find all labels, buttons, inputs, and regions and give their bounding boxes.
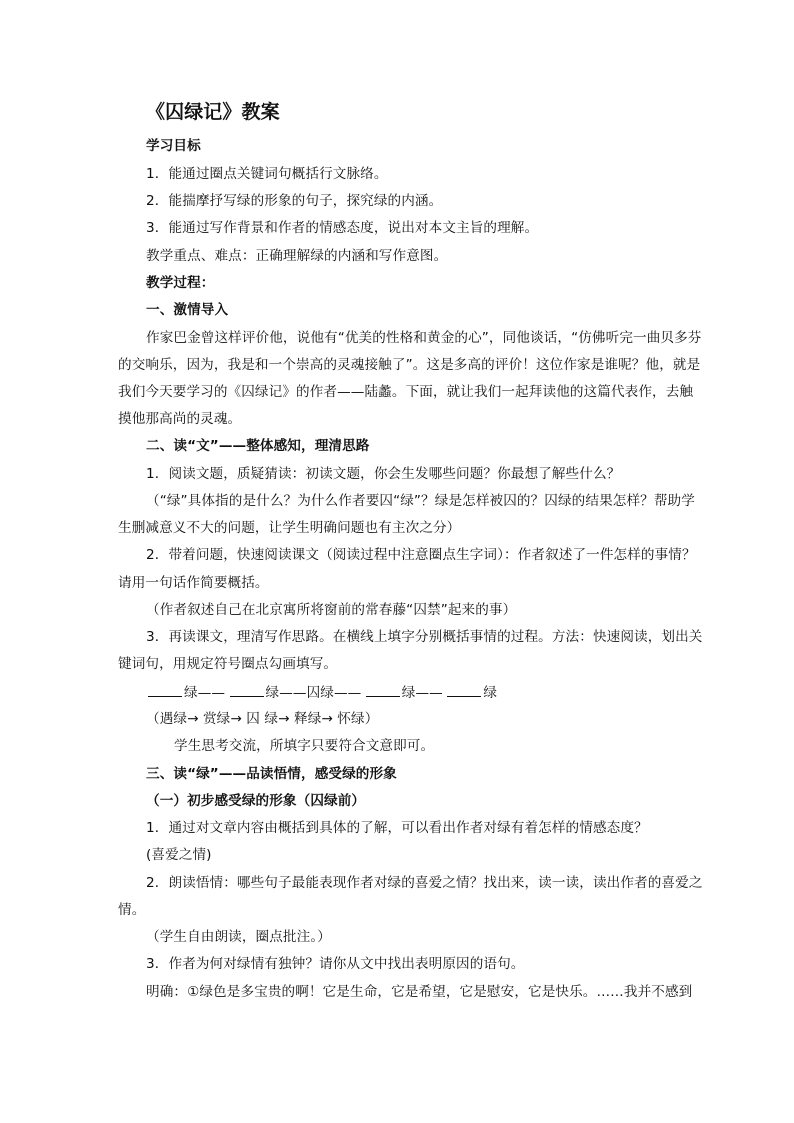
fill-word-2: 绿——囚绿—— <box>265 685 362 701</box>
section-2-note: 学生思考交流，所填字只要符合文意即可。 <box>174 738 435 754</box>
section-1-paragraph-line: 我们今天要学习的《囚绿记》的作者——陆蠡。下面，就让我们一起拜读他的这篇代表作，去触 <box>118 384 694 400</box>
section-3-answer-2: （学生自由朗读，圈点批注。） <box>146 929 331 945</box>
fill-in-blank-line <box>148 682 497 703</box>
section-3-question-1: 1．通过对文章内容由概括到具体的了解，可以看出作者对绿有着怎样的情感态度？ <box>146 820 648 836</box>
fill-word-4: 绿 <box>483 685 498 701</box>
blank-4[interactable] <box>447 682 481 697</box>
section-1-paragraph-line: 摸他那高尚的灵魂。 <box>118 411 242 427</box>
section-2-question-2-cont: 请用一句话作简要概括。 <box>118 575 269 591</box>
blank-2[interactable] <box>230 682 264 697</box>
goals-heading: 学习目标 <box>146 138 201 154</box>
section-3-question-2: 2．朗读悟情：哪些句子最能表现作者对绿的喜爱之情？找出来，读一读，读出作者的喜爱之 <box>146 875 703 891</box>
section-2-answer-1-cont: 生删减意义不大的问题，让学生明确问题也有主次之分） <box>118 520 461 536</box>
section-2-answer-2: （作者叙述自己在北京寓所将窗前的常春藤“囚禁”起来的事） <box>146 602 517 618</box>
section-1-paragraph-line: 的交响乐，因为，我是和一个崇高的灵魂接触了”。这是多高的评价！这位作家是谁呢？他，就是 <box>118 357 701 373</box>
section-2-question-3-cont: 键词句，用规定符号圈点勾画填写。 <box>118 656 338 672</box>
section-3-answer-1: (喜爱之情) <box>146 847 212 863</box>
fill-word-1: 绿—— <box>184 685 226 701</box>
section-1-heading: 一、激情导入 <box>146 302 229 318</box>
section-2-answer-1: （“绿”具体指的是什么？为什么作者要囚“绿”？绿是怎样被囚的？囚绿的结果怎样？帮助学 <box>146 493 695 509</box>
section-3-question-2-cont: 情。 <box>118 902 146 918</box>
section-3-question-3: 3．作者为何对绿情有独钟？请你从文中找出表明原因的语句。 <box>146 956 525 972</box>
section-3-heading: 三、读“绿”——品读悟情，感受绿的形象 <box>146 766 397 782</box>
goal-1: 1．能通过圈点关键词句概括行文脉络。 <box>146 166 388 182</box>
goal-2: 2．能揣摩抒写绿的形象的句子，探究绿的内涵。 <box>146 193 443 209</box>
fill-word-3: 绿—— <box>401 685 443 701</box>
section-2-question-3: 3．再读课文，理清写作思路。在横线上填字分别概括事情的过程。方法：快速阅读，划出关 <box>146 629 703 645</box>
section-2-question-2: 2．带着问题，快速阅读课文（阅读过程中注意圈点生字词）：作者叙述了一件怎样的事情？ <box>146 547 696 563</box>
section-2-heading: 二、读“文”——整体感知，理清思路 <box>146 438 370 454</box>
key-points: 教学重点、难点：正确理解绿的内涵和写作意图。 <box>146 248 448 264</box>
section-3-subheading: （一）初步感受绿的形象（囚绿前） <box>146 793 366 809</box>
section-2-answer-3: （遇绿→ 赏绿→ 囚 绿→ 释绿→ 怀绿） <box>146 711 379 727</box>
blank-3[interactable] <box>366 682 400 697</box>
process-heading: 教学过程： <box>146 275 215 291</box>
section-1-paragraph-line: 作家巴金曾这样评价他，说他有“优美的性格和黄金的心”，同他谈话，“仿佛听完一曲贝多芬 <box>146 330 702 346</box>
goal-3: 3．能通过写作背景和作者的情感态度，说出对本文主旨的理解。 <box>146 220 539 236</box>
doc-title: 《囚绿记》教案 <box>146 101 280 123</box>
section-2-question-1: 1．阅读文题，质疑猜读：初读文题，你会生发哪些问题？你最想了解些什么？ <box>146 466 621 482</box>
blank-1[interactable] <box>148 682 182 697</box>
section-3-clarify: 明确：①绿色是多宝贵的啊！它是生命，它是希望，它是慰安，它是快乐。……我并不感到 <box>146 984 693 1000</box>
